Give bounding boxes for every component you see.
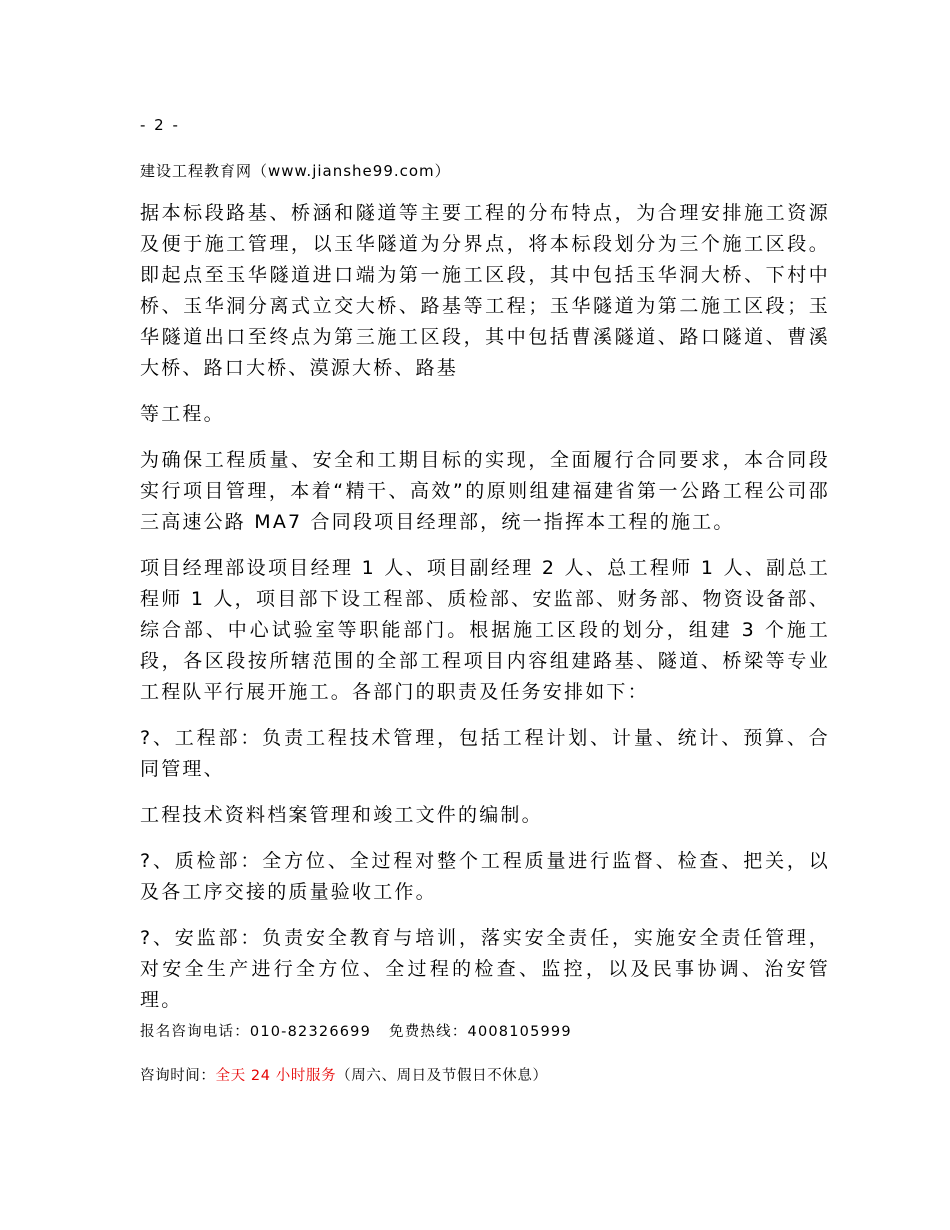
paragraph-section-division: 据本标段路基、桥涵和隧道等主要工程的分布特点，为合理安排施工资源及便于施工管理，以玉华隧道为分界点，将本标段划分为三个施工区段。即起点至玉华隧道进口端为第一施工区段，其中包括玉华洞大桥、下村中桥、玉华洞分离式立交大桥、路基等工程；玉华隧道为第二施工区段；玉华隧道出口至终点为第三施工区段，其中包括曹溪隧道、路口隧道、曹溪大桥、路口大桥、漠源大桥、路基 xyxy=(140,202,830,379)
paragraph-quality-dept: ?、质检部：全方位、全过程对整个工程质量进行监督、检查、把关，以及各工序交接的质量验收工作。 xyxy=(140,850,830,903)
paragraph-safety-dept: ?、安监部：负责安全教育与培训，落实安全责任，实施安全责任管理，对安全生产进行全方位、全过程的检查、监控，以及民事协调、治安管理。 xyxy=(140,927,830,1011)
page-number: - 2 - xyxy=(140,116,180,134)
hours-highlight: 全天 24 小时服务 xyxy=(215,1068,337,1084)
hours-label: 咨询时间： xyxy=(140,1068,216,1084)
footer-phone-line xyxy=(140,1020,572,1041)
hours-note: （周六、周日及节假日不休息） xyxy=(336,1068,548,1084)
paragraph-project-department: 为确保工程质量、安全和工期目标的实现，全面履行合同要求，本合同段实行项目管理，本着“精干、高效”的原则组建福建省第一公路工程公司邵三高速公路 MA7 合同段项目经理部，统一指挥本工程的施工。 xyxy=(140,449,830,533)
paragraph-engineering-dept: ?、工程部：负责工程技术管理，包括工程计划、计量、统计、预算、合同管理、 xyxy=(140,727,830,780)
site-header: 建设工程教育网（www.jianshe99.com） xyxy=(140,162,451,180)
phone-number: 010-82326699 xyxy=(249,1024,372,1040)
footer-hours-line xyxy=(140,1064,548,1085)
phone-label: 报名咨询电话： xyxy=(140,1024,250,1040)
paragraph-continuation: 等工程。 xyxy=(140,403,225,425)
body-text xyxy=(140,198,830,1031)
paragraph-engineering-dept-cont: 工程技术资料档案管理和竣工文件的编制。 xyxy=(140,804,543,826)
hotline-label: 免费热线： xyxy=(389,1024,468,1040)
hotline-number: 4008105999 xyxy=(467,1024,572,1040)
paragraph-organization: 项目经理部设项目经理 1 人、项目副经理 2 人、总工程师 1 人、副总工程师 1 人，项目部下设工程部、质检部、安监部、财务部、物资设备部、综合部、中心试验室等职能部门。根据施工区段的划分，组建 3 个施工段，各区段按所辖范围的全部工程项目内容组建路基、隧道、桥梁等专业工程队平行展开施工。各部门的职责及任务安排如下： xyxy=(140,557,830,703)
